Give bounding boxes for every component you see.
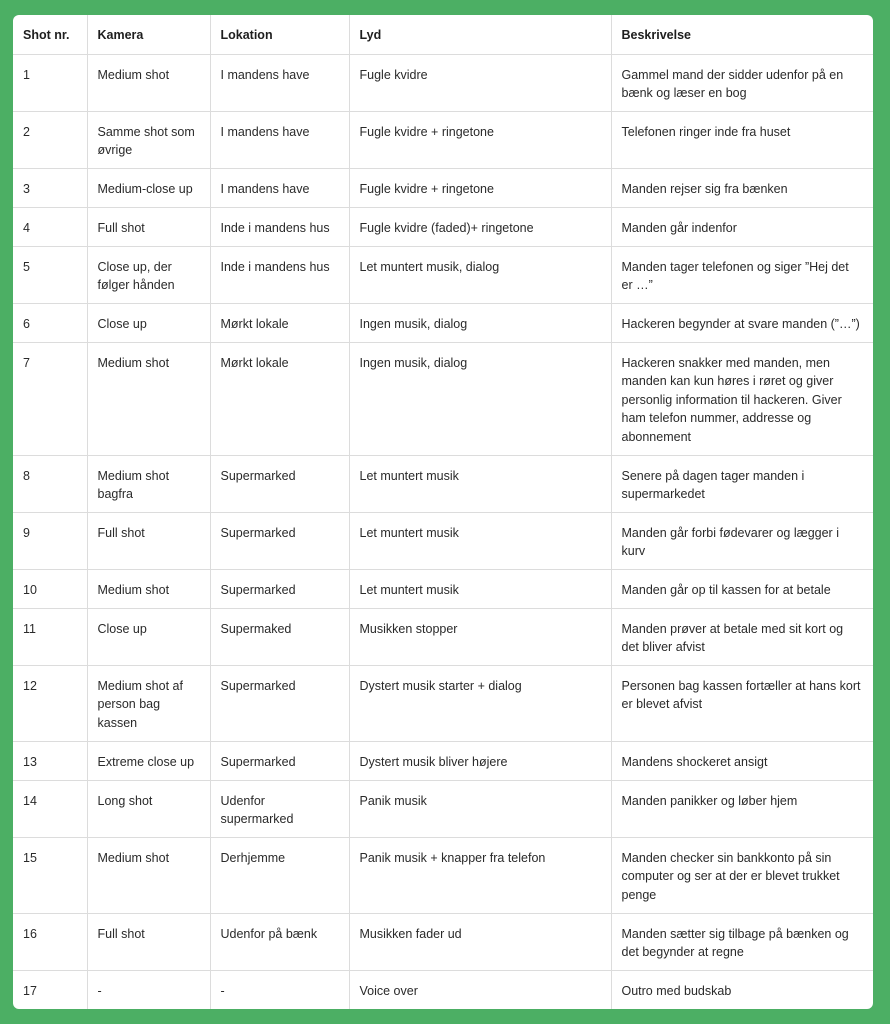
cell-lyd: Dystert musik bliver højere [349, 741, 611, 780]
cell-lyd: Musikken fader ud [349, 913, 611, 970]
cell-kamera: Long shot [87, 780, 210, 837]
cell-kamera: Close up, der følger hånden [87, 246, 210, 303]
cell-beskrivelse: Manden panikker og løber hjem [611, 780, 873, 837]
cell-shot-nr: 5 [13, 246, 87, 303]
table-row [13, 970, 873, 1009]
cell-lyd: Fugle kvidre + ringetone [349, 111, 611, 168]
cell-kamera: Medium shot bagfra [87, 455, 210, 512]
table-row [13, 342, 873, 455]
cell-lokation: Mørkt lokale [210, 303, 349, 342]
cell-lyd: Panik musik [349, 780, 611, 837]
cell-lokation: - [210, 970, 349, 1009]
cell-kamera: Medium-close up [87, 168, 210, 207]
cell-lyd: Let muntert musik [349, 512, 611, 569]
shot-list-table [13, 15, 873, 1009]
table-row [13, 111, 873, 168]
cell-shot-nr: 15 [13, 837, 87, 913]
cell-kamera: - [87, 970, 210, 1009]
cell-lyd: Musikken stopper [349, 608, 611, 665]
cell-shot-nr: 14 [13, 780, 87, 837]
cell-shot-nr: 4 [13, 207, 87, 246]
cell-lokation: I mandens have [210, 168, 349, 207]
cell-lokation: Supermarked [210, 512, 349, 569]
cell-lokation: Supermarked [210, 741, 349, 780]
cell-lokation: Supermarked [210, 455, 349, 512]
cell-kamera: Samme shot som øvrige [87, 111, 210, 168]
cell-lokation: Udenfor på bænk [210, 913, 349, 970]
cell-kamera: Close up [87, 303, 210, 342]
header-beskrivelse: Beskrivelse [611, 15, 873, 54]
cell-lyd: Ingen musik, dialog [349, 342, 611, 455]
cell-lokation: Supermaked [210, 608, 349, 665]
cell-kamera: Medium shot [87, 837, 210, 913]
table-row [13, 54, 873, 111]
cell-lyd: Let muntert musik [349, 455, 611, 512]
cell-lyd: Fugle kvidre + ringetone [349, 168, 611, 207]
cell-beskrivelse: Manden tager telefonen og siger ”Hej det er …” [611, 246, 873, 303]
cell-beskrivelse: Gammel mand der sidder udenfor på en bænk og læser en bog [611, 54, 873, 111]
table-row [13, 512, 873, 569]
cell-lyd: Let muntert musik, dialog [349, 246, 611, 303]
cell-beskrivelse: Personen bag kassen fortæller at hans kort er blevet afvist [611, 665, 873, 741]
table-row [13, 837, 873, 913]
cell-lyd: Fugle kvidre (faded)+ ringetone [349, 207, 611, 246]
table-row [13, 569, 873, 608]
cell-shot-nr: 2 [13, 111, 87, 168]
cell-kamera: Medium shot [87, 342, 210, 455]
cell-beskrivelse: Manden går indenfor [611, 207, 873, 246]
cell-lyd: Let muntert musik [349, 569, 611, 608]
cell-kamera: Extreme close up [87, 741, 210, 780]
cell-beskrivelse: Manden går forbi fødevarer og lægger i kurv [611, 512, 873, 569]
header-shot-nr: Shot nr. [13, 15, 87, 54]
cell-shot-nr: 7 [13, 342, 87, 455]
cell-lokation: Supermarked [210, 569, 349, 608]
header-lokation: Lokation [210, 15, 349, 54]
cell-kamera: Close up [87, 608, 210, 665]
cell-shot-nr: 10 [13, 569, 87, 608]
cell-beskrivelse: Hackeren begynder at svare manden (”…”) [611, 303, 873, 342]
cell-shot-nr: 13 [13, 741, 87, 780]
cell-shot-nr: 11 [13, 608, 87, 665]
cell-shot-nr: 17 [13, 970, 87, 1009]
cell-beskrivelse: Manden checker sin bankkonto på sin computer og ser at der er blevet trukket penge [611, 837, 873, 913]
table-row [13, 665, 873, 741]
cell-lokation: I mandens have [210, 111, 349, 168]
cell-kamera: Full shot [87, 207, 210, 246]
cell-shot-nr: 8 [13, 455, 87, 512]
cell-lyd: Fugle kvidre [349, 54, 611, 111]
cell-beskrivelse: Manden rejser sig fra bænken [611, 168, 873, 207]
cell-lyd: Ingen musik, dialog [349, 303, 611, 342]
cell-beskrivelse: Outro med budskab [621, 983, 732, 998]
cell-shot-nr: 9 [13, 512, 87, 569]
table-row [13, 741, 873, 780]
cell-shot-nr: 6 [13, 303, 87, 342]
cell-lokation: Udenfor supermarked [210, 780, 349, 837]
cell-beskrivelse: Manden går op til kassen for at betale [611, 569, 873, 608]
cell-beskrivelse: Manden prøver at betale med sit kort og det bliver afvist [611, 608, 873, 665]
table-row [13, 780, 873, 837]
cell-beskrivelse: Hackeren snakker med manden, men manden kan kun høres i røret og giver personlig information til hackeren. Giver ham telefon nummer, addresse og abonnement [611, 342, 873, 455]
table-row [13, 913, 873, 970]
cell-shot-nr: 1 [13, 54, 87, 111]
cell-kamera: Medium shot [87, 569, 210, 608]
cell-lokation: Derhjemme [210, 837, 349, 913]
cell-beskrivelse: Senere på dagen tager manden i supermarkedet [611, 455, 873, 512]
header-row [13, 15, 873, 54]
cell-shot-nr: 3 [13, 168, 87, 207]
table-row [13, 207, 873, 246]
table-row [13, 246, 873, 303]
cell-lyd: Dystert musik starter + dialog [349, 665, 611, 741]
cell-kamera: Full shot [87, 512, 210, 569]
table-row [13, 303, 873, 342]
cell-shot-nr: 16 [13, 913, 87, 970]
table-row [13, 168, 873, 207]
cell-lokation: I mandens have [210, 54, 349, 111]
cell-lokation: Inde i mandens hus [210, 207, 349, 246]
table-row [13, 608, 873, 665]
table-row [13, 455, 873, 512]
cell-lokation: Inde i mandens hus [210, 246, 349, 303]
cell-shot-nr: 12 [13, 665, 87, 741]
cell-lokation: Mørkt lokale [210, 342, 349, 455]
cell-kamera: Medium shot af person bag kassen [87, 665, 210, 741]
shot-list-card [13, 15, 873, 1009]
cell-beskrivelse: Mandens shockeret ansigt [611, 741, 873, 780]
header-kamera: Kamera [87, 15, 210, 54]
cell-lyd: Panik musik + knapper fra telefon [349, 837, 611, 913]
cell-lokation: Supermarked [210, 665, 349, 741]
cell-beskrivelse: Manden sætter sig tilbage på bænken og det begynder at regne [611, 913, 873, 970]
cell-kamera: Medium shot [87, 54, 210, 111]
cell-lyd: Voice over [349, 970, 611, 1009]
header-lyd: Lyd [349, 15, 611, 54]
cell-kamera: Full shot [87, 913, 210, 970]
cell-beskrivelse: Telefonen ringer inde fra huset [611, 111, 873, 168]
